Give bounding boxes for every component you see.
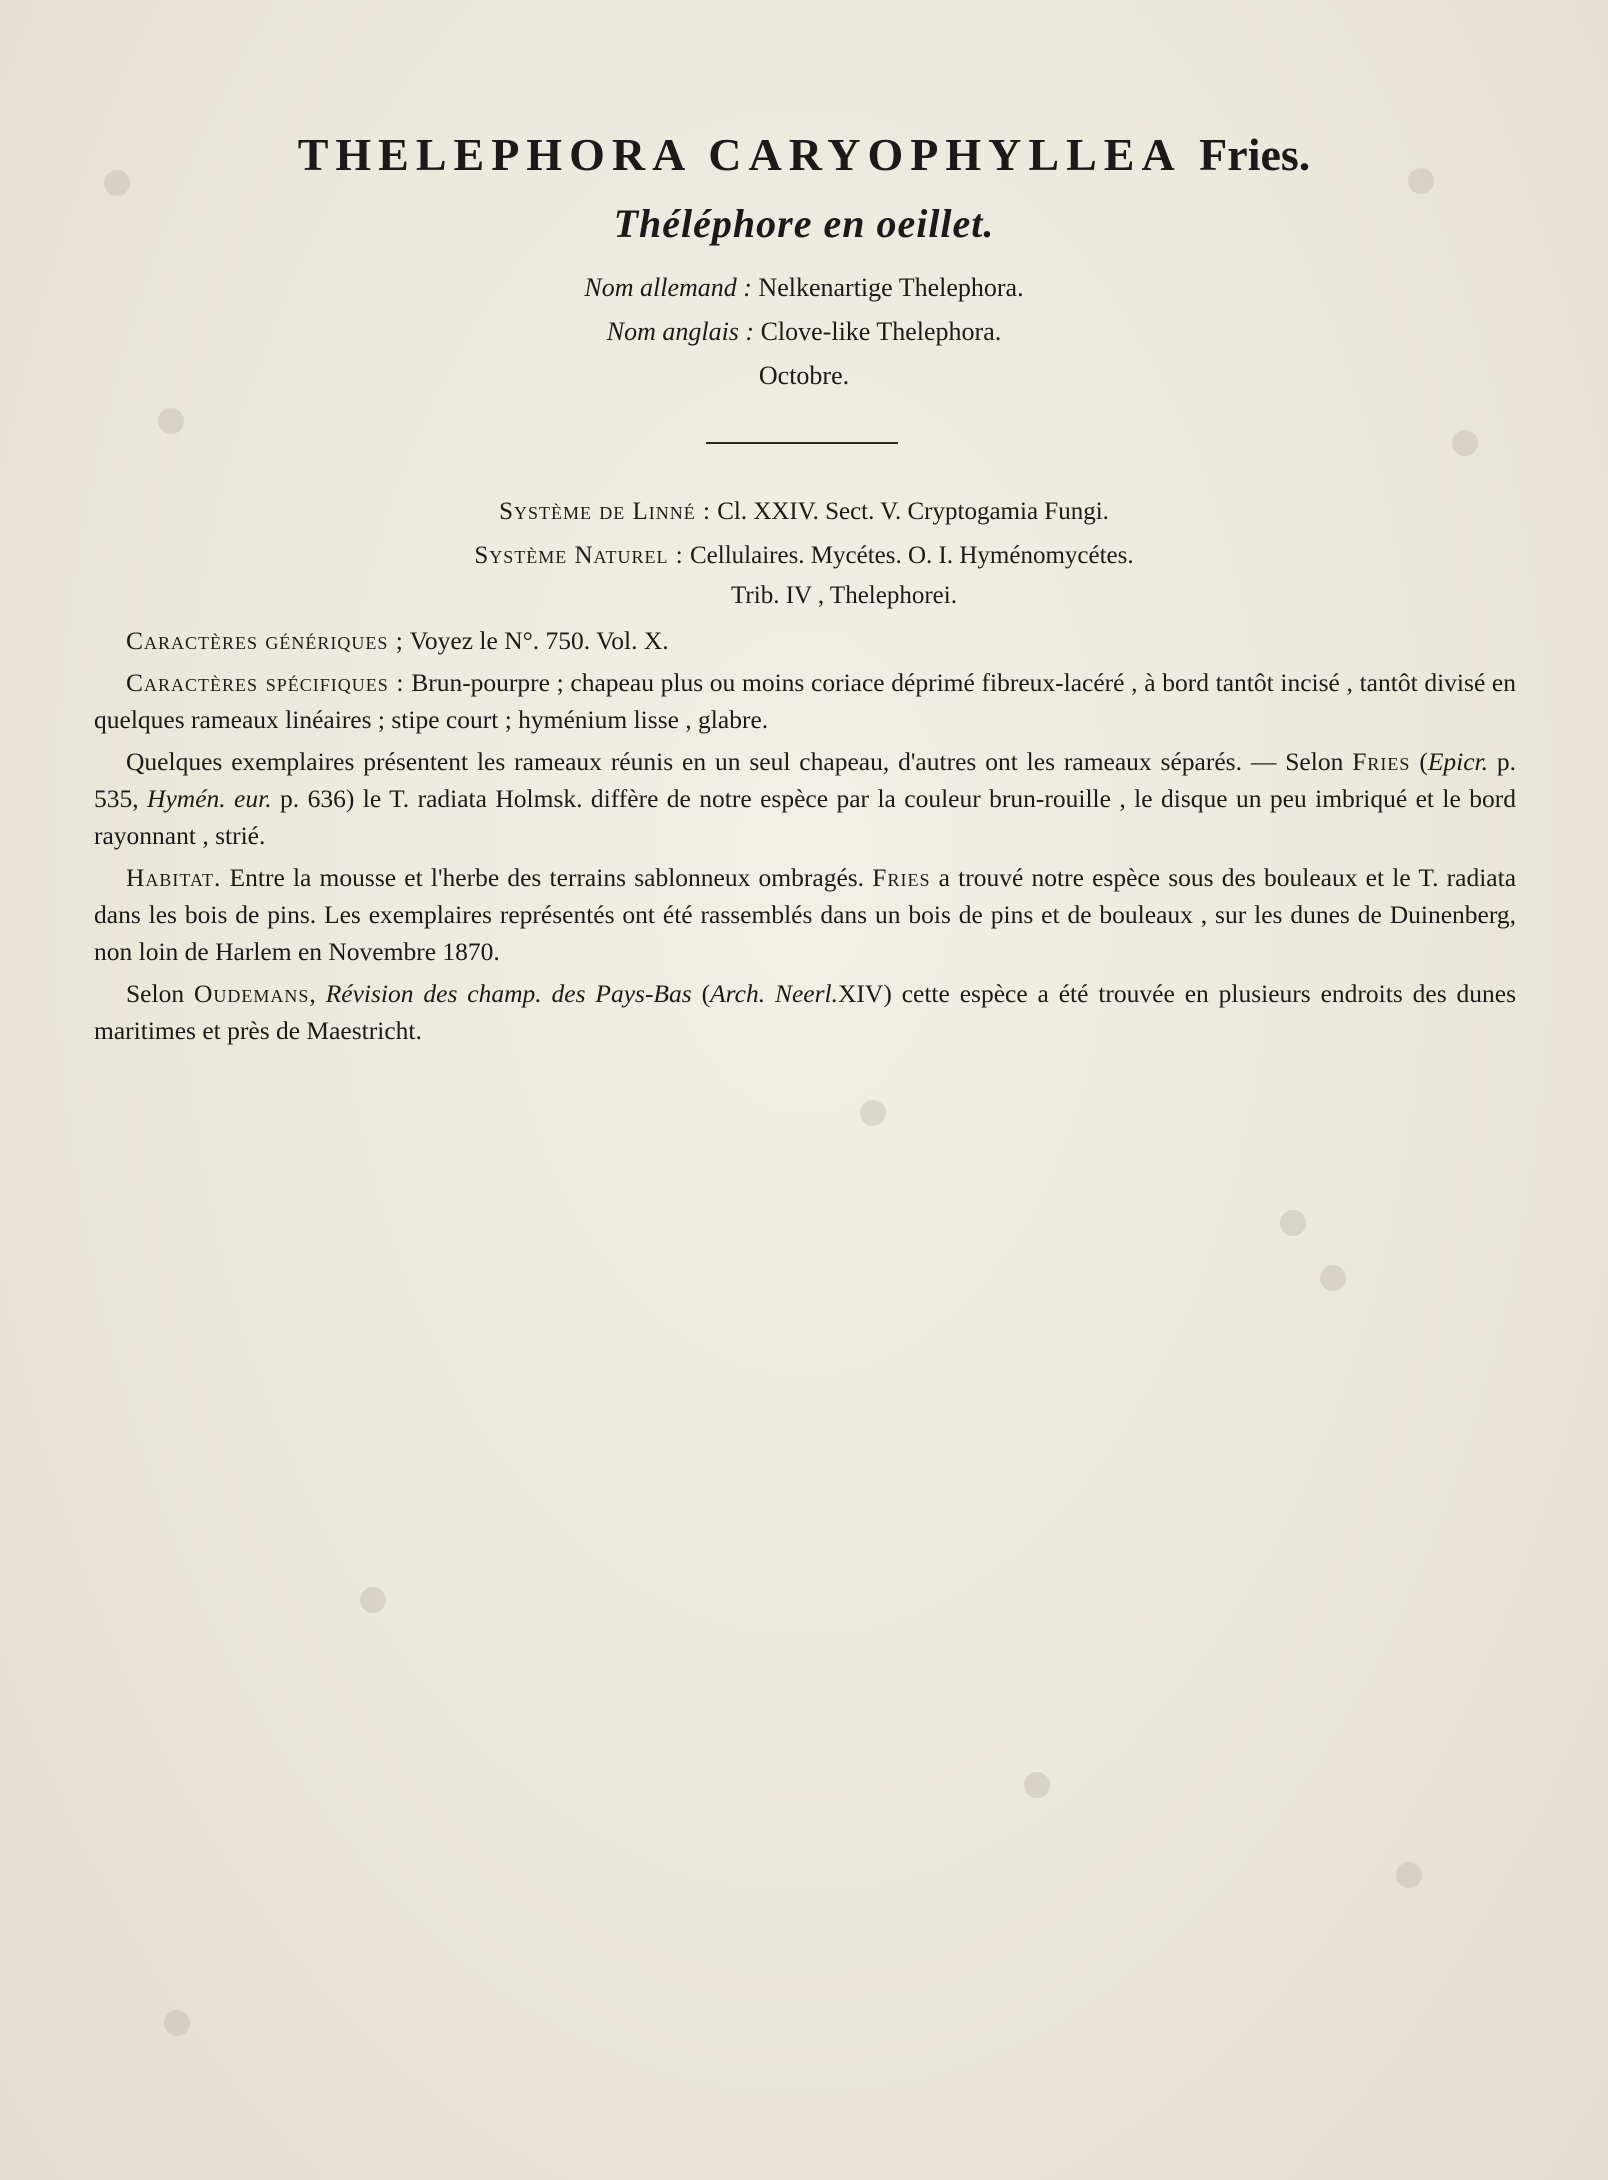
specific-characters-label: Caractères spécifiques : — [126, 668, 405, 697]
paper-speck — [158, 408, 184, 434]
german-name-label: Nom allemand : — [584, 273, 752, 302]
species-name: THELEPHORA CARYOPHYLLEA — [297, 129, 1182, 180]
specific-characters-text: Brun-pourpre ; chapeau plus ou moins coriace déprimé fibreux-lacéré , à bord tantôt incisé , tantôt divisé en quelques rameaux linéaires ; stipe court ; hyménium lisse , glabre. — [94, 668, 1517, 734]
linne-system-line — [0, 490, 1608, 534]
linne-system-label: Système de Linné : — [499, 498, 711, 525]
generic-characters-paragraph — [94, 622, 1516, 659]
paper-speck — [164, 2010, 190, 2036]
habitat-label: Habitat. — [126, 863, 222, 892]
german-name-value: Nelkenartige Thelephora. — [758, 273, 1024, 302]
reference-epicr: Epicr. — [1427, 747, 1489, 776]
paper-speck — [1320, 1265, 1346, 1291]
paper-speck — [860, 1100, 886, 1126]
species-author: Fries. — [1199, 129, 1311, 180]
paper-speck — [1024, 1772, 1050, 1798]
linne-system-value: Cl. XXIV. Sect. V. Cryptogamia Fungi. — [717, 498, 1109, 525]
names-block — [0, 266, 1608, 398]
paper-speck — [1452, 430, 1478, 456]
english-name-label: Nom anglais : — [606, 317, 755, 346]
natural-system-value: Cellulaires. Mycétes. O. I. Hyménomycétes. — [690, 542, 1134, 569]
description-body — [94, 622, 1516, 1054]
divider — [706, 442, 898, 444]
paper-speck — [360, 1587, 386, 1613]
reference-revision: Révision des champ. des Pays-Bas — [325, 979, 692, 1008]
paper-speck — [1280, 1210, 1306, 1236]
habitat-text-a: Entre la mousse et l'herbe des terrains sablonneux ombragés. — [229, 863, 865, 892]
oudemans-paragraph — [94, 975, 1516, 1049]
oudemans-text-d: XIV) cette espèce a été trouvée en plusieurs endroits des dunes maritimes et près de Maestricht. — [94, 979, 1517, 1045]
natural-system-label: Système Naturel : — [474, 542, 684, 569]
german-name-line — [0, 266, 1608, 310]
reference-arch-neerl: Arch. Neerl. — [710, 979, 838, 1008]
oudemans-text-c: ( — [701, 979, 711, 1008]
reference-hymen: Hymén. eur. — [147, 784, 272, 813]
generic-characters-label: Caractères génériques ; — [126, 626, 404, 655]
author-fries: Fries — [872, 863, 931, 892]
habitat-paragraph — [94, 859, 1516, 970]
specific-characters-paragraph — [94, 664, 1516, 738]
comparison-text-a: Quelques exemplaires présentent les rameaux réunis en un seul chapeau, d'autres ont les rameaux séparés. — Selon — [126, 747, 1344, 776]
tribe-line: Trib. IV , Thelephorei. — [731, 582, 957, 609]
habitat-text-b: a trouvé notre espèce sous des bouleaux et le T. radiata dans les bois de pins. Les exemplaires représentés ont été rassemblés dans un bois de pins et de bouleaux , sur les dunes de Duinenberg, non loin de Harlem en Novembre 1870. — [94, 863, 1517, 966]
month: Octobre. — [758, 361, 850, 390]
page-title — [0, 128, 1608, 181]
english-name-line — [0, 310, 1608, 354]
comparison-paragraph — [94, 743, 1516, 854]
natural-system-line — [0, 534, 1608, 578]
comparison-text-c: p. 535, — [94, 747, 1517, 813]
oudemans-text-a: Selon — [126, 979, 185, 1008]
comparison-text-d: p. 636) le T. radiata Holmsk. diffère de notre espèce par la couleur brun-rouille , le disque un peu imbriqué et le bord rayonnant , strié. — [94, 784, 1516, 850]
oudemans-text-b: , — [309, 979, 316, 1008]
author-oudemans: Oudemans — [193, 979, 310, 1008]
common-name: Théléphore en oeillet. — [613, 201, 995, 246]
paper-speck — [1396, 1862, 1422, 1888]
english-name-value: Clove-like Thelephora. — [760, 317, 1002, 346]
comparison-text-b: ( — [1419, 747, 1428, 776]
author-fries: Fries — [1352, 747, 1411, 776]
generic-characters-text: Voyez le N°. 750. Vol. X. — [409, 626, 669, 655]
